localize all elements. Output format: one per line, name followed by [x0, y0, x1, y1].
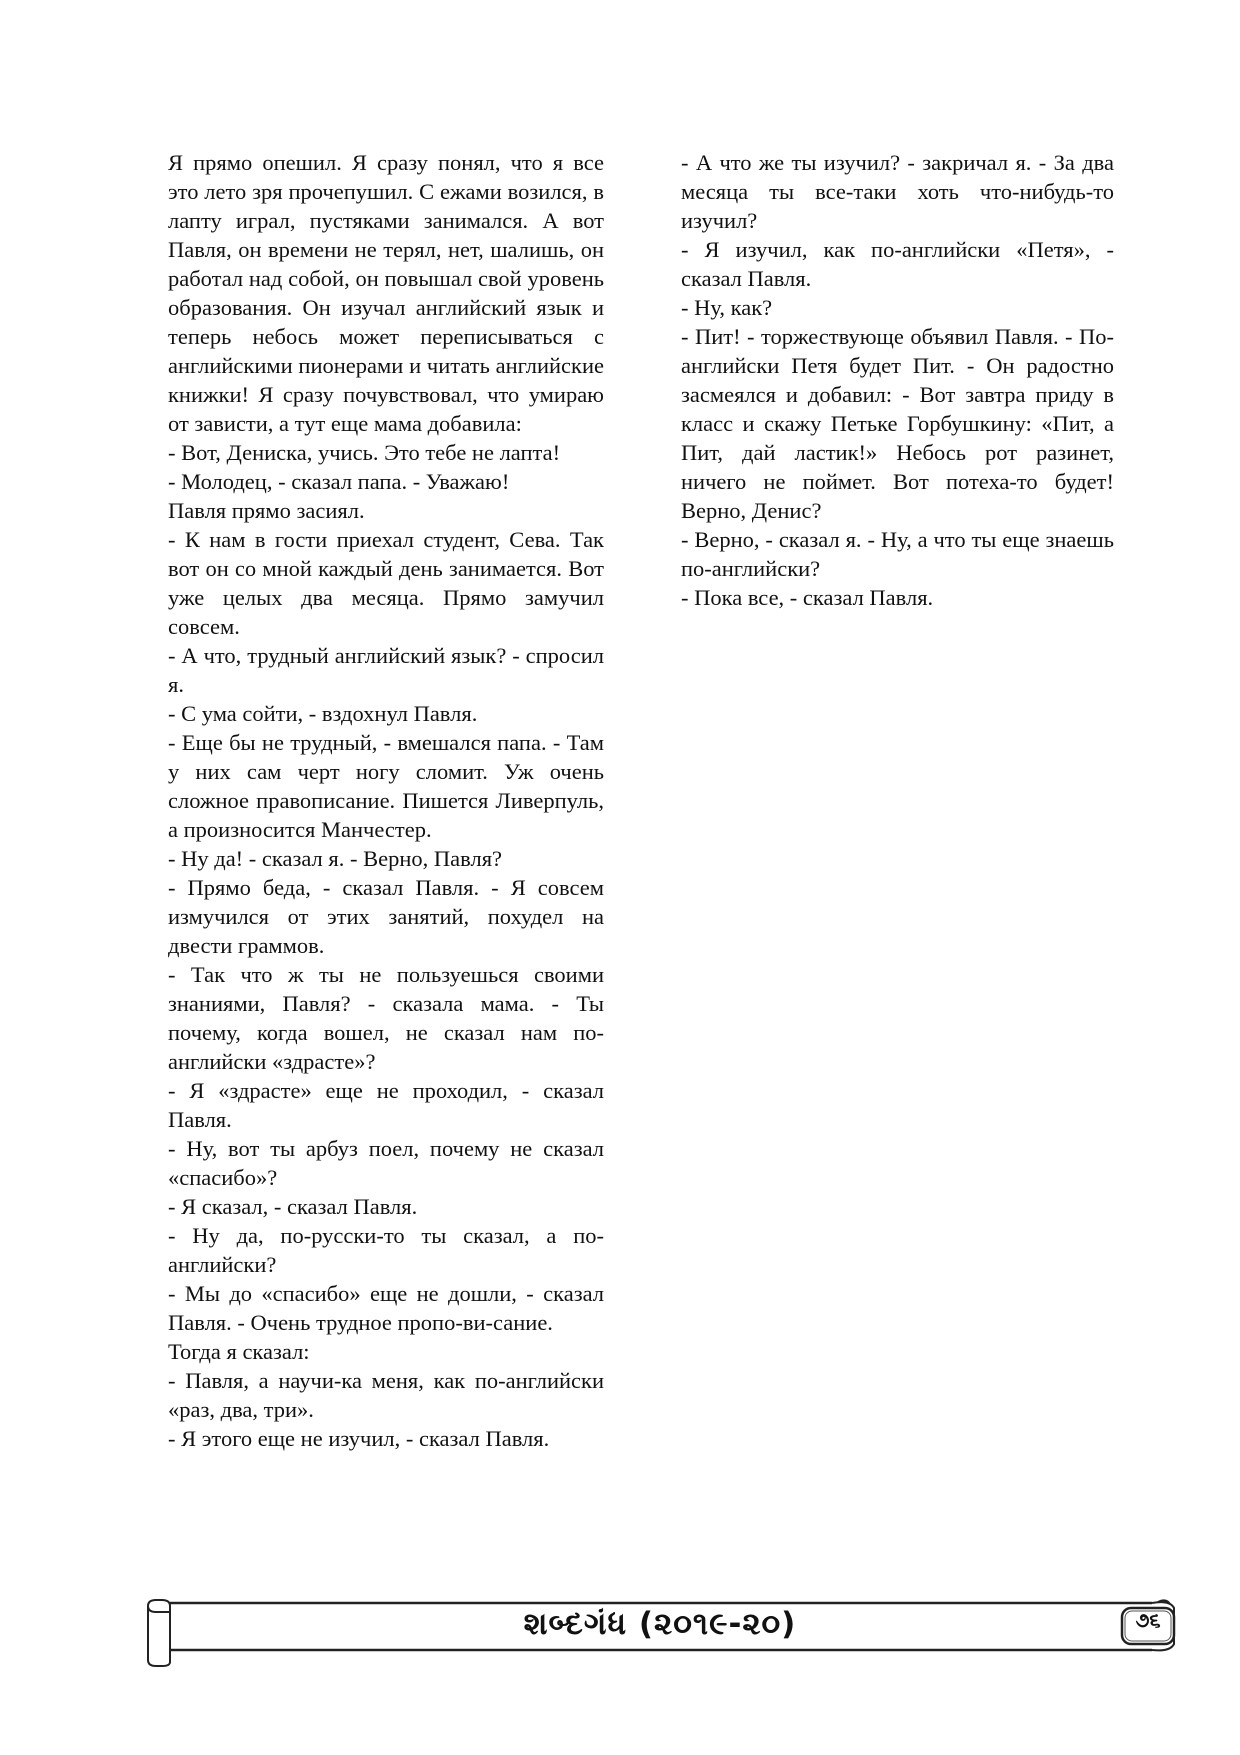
paragraph: - Я сказал, - сказал Павля. [168, 1194, 418, 1219]
paragraph: - А что же ты изучил? - закричал я. - За два месяца ты все-таки хоть что-нибудь-то изучил? [681, 150, 1114, 233]
paragraph: - Ну, вот ты арбуз поел, почему не сказал «спасибо»? [168, 1136, 604, 1190]
paragraph: - Ну да, по-русски-то ты сказал, а по-английски? [168, 1223, 604, 1277]
page-number: ૭૬ [1135, 1608, 1161, 1632]
paragraph: - К нам в гости приехал студент, Сева. Так вот он со мной каждый день занимается. Вот уже целых два месяца. Прямо замучил совсем. [168, 527, 604, 639]
paragraph: - Ну да! - сказал я. - Верно, Павля? [168, 846, 503, 871]
paragraph: - Прямо беда, - сказал Павля. - Я совсем измучился от этих занятий, похудел на двести граммов. [168, 875, 604, 958]
paragraph: - С ума сойти, - вздохнул Павля. [168, 701, 478, 726]
paragraph: Я прямо опешил. Я сразу понял, что я все это лето зря прочепушил. С ежами возился, в лапту играл, пустяками занимался. А вот Павля, он времени не терял, нет, шалишь, он работал над собой, он повышал свой уровень образования. Он изучал английский язык и теперь небось может переписываться с английскими пионерами и читать английские книжки! Я сразу почувствовал, что умираю от зависти, а тут еще мама добавила: [168, 150, 604, 436]
paragraph: - Мы до «спасибо» еще не дошли, - сказал Павля. - Очень трудное пропо-ви-сание. [168, 1281, 604, 1335]
paragraph: - Пит! - торжествующе объявил Павля. - По-английски Петя будет Пит. - Он радостно засмеялся и добавил: - Вот завтра приду в класс и скажу Петьке Горбушкину: «Пит, а Пит, дай ластик!» Небось рот разинет, ничего не поймет. Вот потеха-то будет! Верно, Денис? [681, 324, 1114, 523]
paragraph: Тогда я сказал: [168, 1339, 310, 1364]
paragraph: - Павля, а научи-ка меня, как по-английски «раз, два, три». [168, 1368, 604, 1422]
footer-banner [140, 1598, 1180, 1668]
paragraph: Павля прямо засиял. [168, 498, 365, 523]
paragraph: - Молодец, - сказал папа. - Уважаю! [168, 469, 510, 494]
footer-title: શબ્દગંધ (૨૦૧૯-૨૦) [523, 1606, 797, 1642]
left-text-column [168, 148, 604, 1453]
paragraph: - Так что ж ты не пользуешься своими знаниями, Павля? - сказала мама. - Ты почему, когда вошел, не сказал нам по-английски «здрасте»? [168, 962, 604, 1074]
paragraph: - Верно, - сказал я. - Ну, а что ты еще знаешь по-английски? [681, 527, 1114, 581]
right-text-column [681, 148, 1114, 612]
paragraph: - Вот, Дениска, учись. Это тебе не лапта! [168, 440, 561, 465]
paragraph: - Я этого еще не изучил, - сказал Павля. [168, 1426, 550, 1451]
paragraph: - Еще бы не трудный, - вмешался папа. - Там у них сам черт ногу сломит. Уж очень сложное правописание. Пишется Ливерпуль, а произносится Манчестер. [168, 730, 604, 842]
paragraph: - Ну, как? [681, 295, 773, 320]
paragraph: - Пока все, - сказал Павля. [681, 585, 934, 610]
paragraph: - Я «здрасте» еще не проходил, - сказал Павля. [168, 1078, 604, 1132]
paragraph: - А что, трудный английский язык? - спросил я. [168, 643, 604, 697]
paragraph: - Я изучил, как по-английски «Петя», - сказал Павля. [681, 237, 1114, 291]
